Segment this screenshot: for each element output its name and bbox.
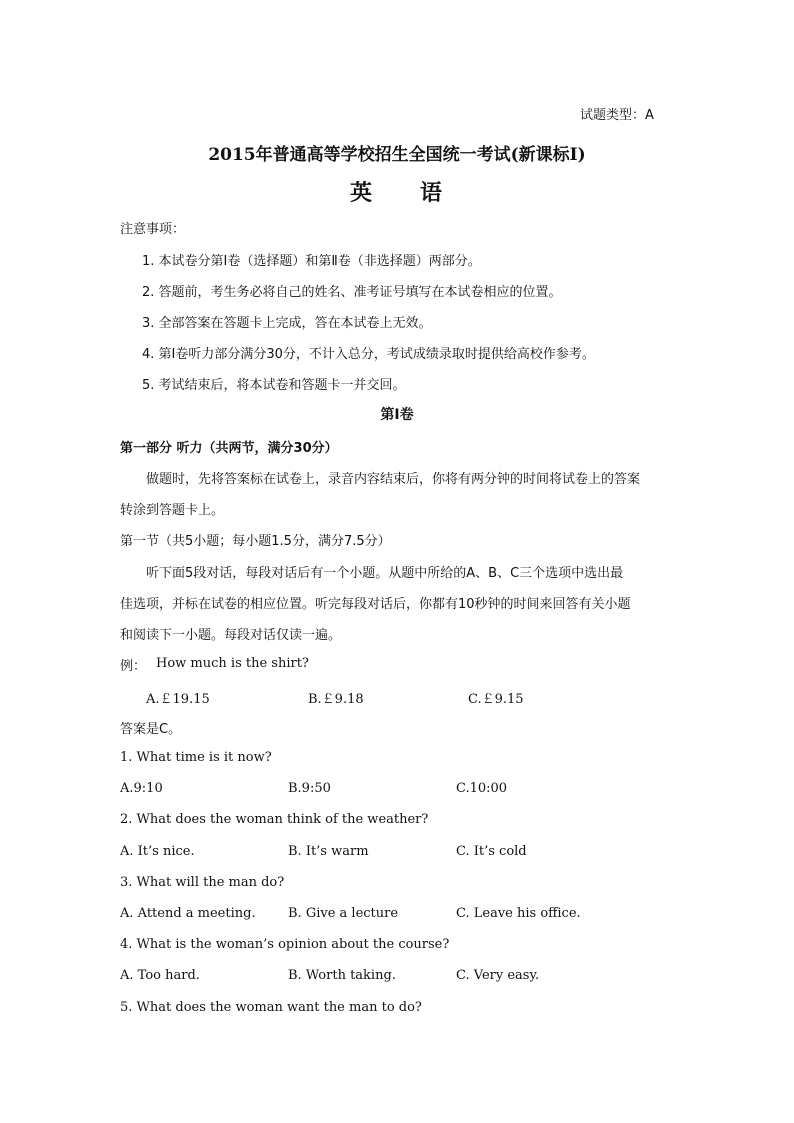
question-stem: 4. What is the woman’s opinion about the course?: [120, 937, 450, 952]
question-option-c: C. It’s cold: [456, 844, 527, 859]
question-option-c: C.10:00: [456, 781, 508, 796]
example-option-b: B.￡9.18: [308, 692, 364, 707]
paper-type-label: 试题类型：A: [580, 108, 654, 123]
question-stem: 1. What time is it now?: [120, 750, 272, 765]
question-option-b: B. It’s warm: [288, 844, 369, 859]
note-item: 1. 本试卷分第Ⅰ卷（选择题）和第Ⅱ卷（非选择题）两部分。: [142, 254, 481, 269]
section1-title: 第一节（共5小题；每小题1.5分，满分7.5分）: [120, 534, 391, 549]
question-option-a: A.9:10: [120, 781, 163, 796]
question-stem: 2. What does the woman think of the weather?: [120, 812, 429, 827]
note-item: 5. 考试结束后，将本试卷和答题卡一并交回。: [142, 378, 406, 393]
part1-instruction: 做题时，先将答案标在试卷上，录音内容结束后，你将有两分钟的时间将试卷上的答案: [146, 472, 641, 487]
subject-char-1: 英: [349, 180, 374, 206]
question-option-b: B.9:50: [288, 781, 331, 796]
note-item: 4. 第Ⅰ卷听力部分满分30分，不计入总分，考试成绩录取时提供给高校作参考。: [142, 347, 595, 362]
subject-char-2: 语: [420, 180, 445, 206]
subject-title: [0, 176, 794, 207]
example-option-c: C.￡9.15: [468, 692, 524, 707]
example-answer: 答案是C。: [120, 722, 182, 737]
example-option-a: A.￡19.15: [146, 692, 210, 707]
note-item: 3. 全部答案在答题卡上完成，答在本试卷上无效。: [142, 316, 432, 331]
question-stem: 5. What does the woman want the man to do?: [120, 1000, 422, 1015]
question-option-b: B. Give a lecture: [288, 906, 399, 921]
question-stem: 3. What will the man do?: [120, 875, 285, 890]
question-option-a: A. It’s nice.: [120, 844, 195, 859]
notes-heading: 注意事项：: [120, 222, 186, 237]
note-item: 2. 答题前，考生务必将自己的姓名、准考证号填写在本试卷相应的位置。: [142, 285, 562, 300]
section1-instruction: 听下面5段对话，每段对话后有一个小题。从题中所给的A、B、C三个选项中选出最: [146, 566, 624, 581]
question-option-a: A. Attend a meeting.: [120, 906, 256, 921]
exam-title: 2015年普通高等学校招生全国统一考试(新课标I): [208, 145, 586, 165]
volume-title: 第Ⅰ卷: [380, 407, 414, 423]
part1-instruction: 转涂到答题卡上。: [120, 503, 225, 518]
question-option-b: B. Worth taking.: [288, 968, 396, 983]
example-question: How much is the shirt?: [156, 656, 309, 671]
question-option-a: A. Too hard.: [120, 968, 200, 983]
example-label: 例：: [120, 659, 147, 674]
section1-instruction: 佳选项，并标在试卷的相应位置。听完每段对话后，你都有10秒钟的时间来回答有关小题: [120, 597, 631, 612]
part1-title: 第一部分 听力（共两节，满分30分）: [120, 441, 338, 456]
question-option-c: C. Leave his office.: [456, 906, 581, 921]
question-option-c: C. Very easy.: [456, 968, 540, 983]
section1-instruction: 和阅读下一小题。每段对话仅读一遍。: [120, 628, 342, 643]
